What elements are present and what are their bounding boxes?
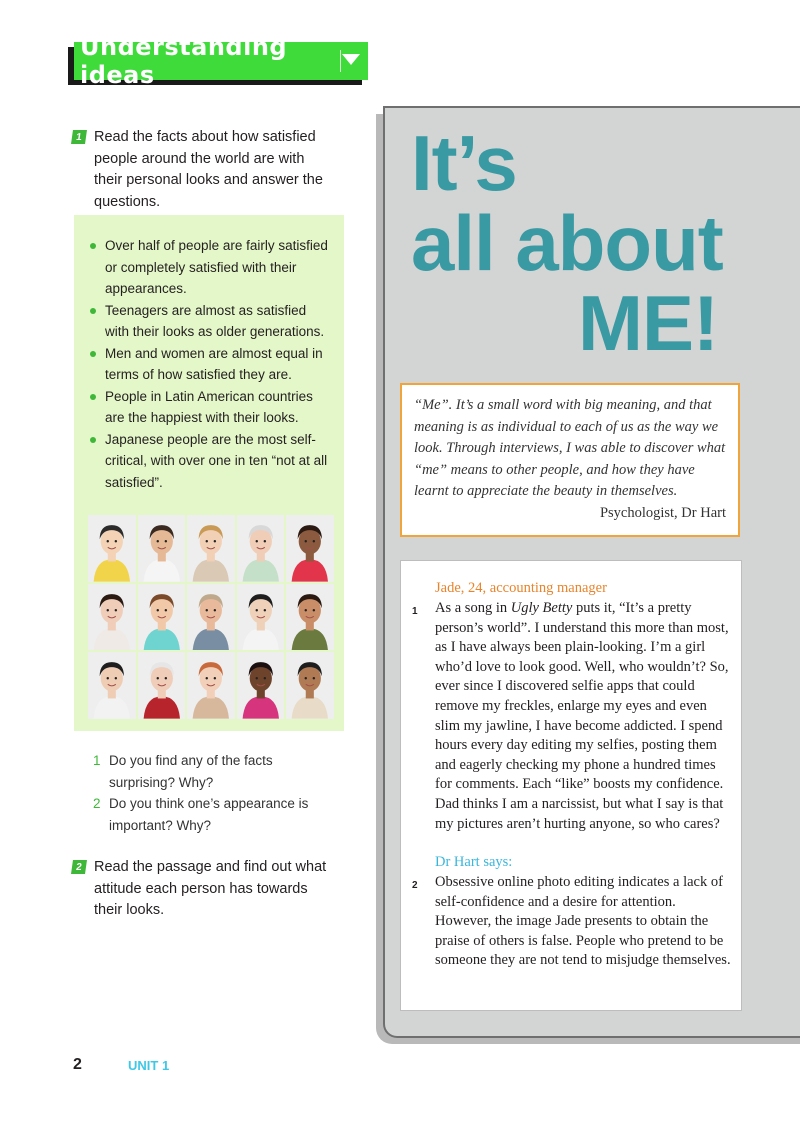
task-1-instruction: Read the facts about how satisfied people around the world are with their personal looks and answer the questions. bbox=[94, 129, 323, 210]
portrait-photo bbox=[286, 652, 334, 719]
fact-item: Over half of people are fairly satisfied or completely satisfied with their appearances. bbox=[90, 235, 333, 300]
song-title: Ugly Betty bbox=[510, 600, 573, 616]
question-item bbox=[93, 793, 333, 836]
task-2 bbox=[72, 857, 334, 922]
paragraph-1-speaker: Jade, 24, accounting manager bbox=[435, 580, 607, 596]
fact-item: People in Latin American countries are the happiest with their looks. bbox=[90, 386, 333, 429]
portrait-photo bbox=[187, 652, 235, 719]
article-title-line-3: ME! bbox=[578, 279, 718, 367]
paragraph-2-number: 2 bbox=[412, 880, 418, 891]
dropdown-arrow-icon[interactable] bbox=[342, 54, 360, 65]
portrait-photo bbox=[187, 584, 235, 651]
portrait-photo bbox=[138, 584, 186, 651]
portrait-photo-grid bbox=[88, 515, 334, 719]
fact-item: Japanese people are the most self-critical, with over one in ten “not at all satisfied”. bbox=[90, 429, 333, 494]
question-item bbox=[93, 750, 333, 793]
portrait-photo bbox=[138, 515, 186, 582]
portrait-photo bbox=[237, 652, 285, 719]
portrait-photo bbox=[88, 584, 136, 651]
paragraph-1-text bbox=[435, 599, 735, 834]
paragraph-2-text: Obsessive online photo editing indicates a lack of self-confidence and a desire for attention. However, the image Jade presents to obtain the praise of others is false. People who pretend to be someone they are not tend to misjudge themselves. bbox=[435, 874, 731, 969]
task-1-number: 1 bbox=[71, 130, 87, 144]
facts-list bbox=[74, 215, 344, 493]
portrait-photo bbox=[237, 584, 285, 651]
fact-item: Men and women are almost equal in terms of how satisfied they are. bbox=[90, 343, 333, 386]
portrait-photo bbox=[286, 515, 334, 582]
facts-panel bbox=[74, 215, 344, 731]
question-text: Do you find any of the facts surprising? Why? bbox=[109, 753, 273, 790]
questions-list bbox=[93, 750, 333, 836]
quote-text: “Me”. It’s a small word with big meaning, and that meaning is as individual to each of us as the way we look. Through interviews, I was able to discover what “me” means to other people, and how they have learnt to appreciate the beauty in themselves. bbox=[414, 397, 726, 499]
fact-item: Teenagers are almost as satisfied with their looks as older generations. bbox=[90, 300, 333, 343]
article-title-line-1: It’s bbox=[411, 119, 517, 207]
paragraph-1-number: 1 bbox=[412, 606, 418, 617]
portrait-photo bbox=[187, 515, 235, 582]
question-number: 1 bbox=[93, 753, 101, 768]
portrait-photo bbox=[88, 515, 136, 582]
portrait-photo bbox=[237, 515, 285, 582]
portrait-photo bbox=[88, 652, 136, 719]
article-title-line-2: all about bbox=[411, 199, 723, 287]
question-text: Do you think one’s appearance is important? Why? bbox=[109, 796, 309, 833]
page-number: 2 bbox=[73, 1056, 82, 1073]
portrait-photo bbox=[286, 584, 334, 651]
unit-label: UNIT 1 bbox=[128, 1058, 170, 1073]
task-2-number: 2 bbox=[71, 860, 87, 874]
task-2-instruction: Read the passage and find out what attitude each person has towards their looks. bbox=[94, 859, 327, 918]
task-1 bbox=[72, 127, 334, 213]
header-banner bbox=[74, 33, 368, 89]
quote-attribution: Psychologist, Dr Hart bbox=[599, 504, 726, 521]
banner-divider bbox=[340, 50, 341, 72]
paragraph-2-speaker: Dr Hart says: bbox=[435, 854, 513, 870]
question-number: 2 bbox=[93, 796, 101, 811]
portrait-photo bbox=[138, 652, 186, 719]
paragraph-1-text-rest: puts it, “It’s a pretty person’s world”. I understand this more than most, as I have always been plain-looking. I’m a girl who’d love to look good. Well, who wouldn’t? So, ever since I discovered selfie apps that could remove my freckles, enlarge my eyes and even slim my jawline, I have become addicted. I spend hours every day editing my selfies, posting them and eagerly checking my phone a hundred times for comments. Each “like” boosts my confidence. Dad thinks I am a narcissist, but what I say is that my pictures aren’t hurting anyone, so who cares? bbox=[435, 600, 729, 832]
section-title: Understanding ideas bbox=[80, 33, 288, 89]
quote-box bbox=[400, 383, 740, 537]
paragraph-1-text-start: As a song in bbox=[435, 600, 511, 616]
story-box bbox=[400, 560, 742, 1011]
